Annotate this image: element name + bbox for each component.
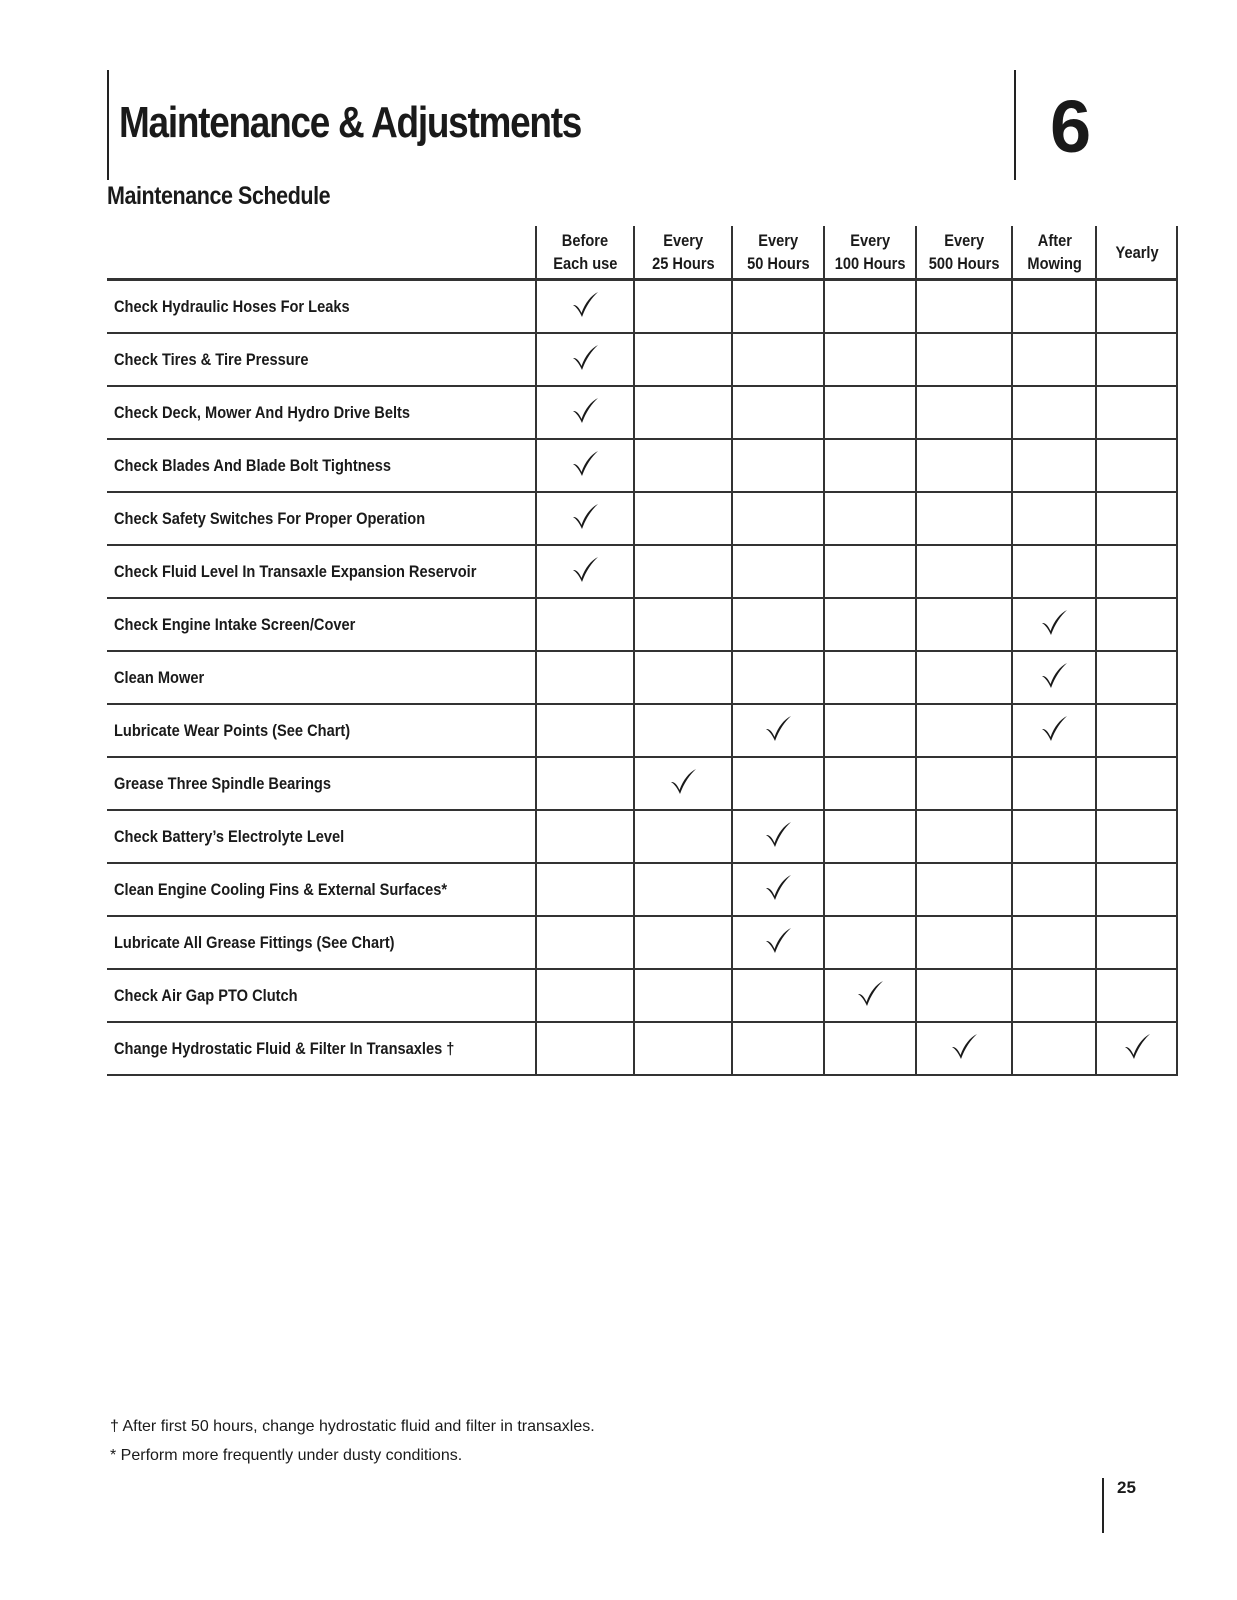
schedule-cell bbox=[916, 439, 1012, 492]
task-label: Lubricate Wear Points (See Chart) bbox=[107, 704, 536, 757]
schedule-cell bbox=[536, 545, 634, 598]
schedule-cell bbox=[1012, 704, 1096, 757]
table-row bbox=[107, 280, 1177, 334]
column-header-every-500-hours: Every 500 Hours bbox=[916, 226, 1012, 280]
schedule-cell bbox=[916, 333, 1012, 386]
table-row bbox=[107, 598, 1177, 651]
table-row bbox=[107, 439, 1177, 492]
schedule-cell bbox=[1096, 757, 1177, 810]
task-label: Check Fluid Level In Transaxle Expansion Reservoir bbox=[107, 545, 536, 598]
schedule-cell bbox=[824, 916, 916, 969]
checkmark-icon bbox=[1039, 607, 1069, 637]
schedule-cell bbox=[916, 598, 1012, 651]
schedule-cell bbox=[536, 969, 634, 1022]
checkmark-icon bbox=[1039, 660, 1069, 690]
schedule-cell bbox=[1096, 598, 1177, 651]
schedule-cell bbox=[824, 598, 916, 651]
schedule-cell bbox=[1012, 333, 1096, 386]
schedule-cell bbox=[1096, 545, 1177, 598]
schedule-cell bbox=[536, 492, 634, 545]
task-label: Clean Mower bbox=[107, 651, 536, 704]
schedule-cell bbox=[1012, 651, 1096, 704]
task-label: Grease Three Spindle Bearings bbox=[107, 757, 536, 810]
schedule-cell bbox=[732, 1022, 824, 1075]
schedule-cell bbox=[634, 598, 732, 651]
table-row bbox=[107, 492, 1177, 545]
schedule-cell bbox=[536, 810, 634, 863]
table-row bbox=[107, 651, 1177, 704]
schedule-cell bbox=[824, 492, 916, 545]
task-label: Change Hydrostatic Fluid & Filter In Transaxles † bbox=[107, 1022, 536, 1075]
schedule-cell bbox=[916, 810, 1012, 863]
schedule-cell bbox=[824, 810, 916, 863]
schedule-cell bbox=[916, 863, 1012, 916]
checkmark-icon bbox=[570, 395, 600, 425]
schedule-cell bbox=[1012, 439, 1096, 492]
schedule-cell bbox=[536, 916, 634, 969]
schedule-cell bbox=[732, 757, 824, 810]
column-header-yearly: Yearly bbox=[1096, 226, 1177, 280]
schedule-cell bbox=[1096, 704, 1177, 757]
schedule-cell bbox=[1012, 810, 1096, 863]
schedule-cell bbox=[634, 545, 732, 598]
schedule-cell bbox=[634, 386, 732, 439]
schedule-cell bbox=[824, 545, 916, 598]
schedule-cell bbox=[634, 492, 732, 545]
table-row bbox=[107, 704, 1177, 757]
chapter-divider-rule bbox=[1014, 70, 1016, 180]
schedule-cell bbox=[1096, 492, 1177, 545]
schedule-cell bbox=[634, 969, 732, 1022]
schedule-cell bbox=[1012, 916, 1096, 969]
checkmark-icon bbox=[763, 925, 793, 955]
schedule-cell bbox=[732, 651, 824, 704]
schedule-cell bbox=[916, 280, 1012, 334]
schedule-cell bbox=[1096, 651, 1177, 704]
schedule-cell bbox=[1012, 492, 1096, 545]
column-header-every-50-hours: Every 50 Hours bbox=[732, 226, 824, 280]
column-header-every-25-hours: Every 25 Hours bbox=[634, 226, 732, 280]
schedule-cell bbox=[1096, 439, 1177, 492]
checkmark-icon bbox=[570, 448, 600, 478]
schedule-cell bbox=[536, 386, 634, 439]
schedule-cell bbox=[824, 651, 916, 704]
table-row bbox=[107, 545, 1177, 598]
schedule-cell bbox=[1096, 863, 1177, 916]
task-label: Lubricate All Grease Fittings (See Chart) bbox=[107, 916, 536, 969]
schedule-cell bbox=[1012, 598, 1096, 651]
schedule-cell bbox=[916, 757, 1012, 810]
footnote-asterisk: * Perform more frequently under dusty conditions. bbox=[110, 1447, 463, 1464]
checkmark-icon bbox=[949, 1031, 979, 1061]
checkmark-icon bbox=[763, 713, 793, 743]
schedule-cell bbox=[536, 1022, 634, 1075]
schedule-cell bbox=[634, 810, 732, 863]
checkmark-icon bbox=[763, 872, 793, 902]
schedule-cell bbox=[634, 1022, 732, 1075]
table-row bbox=[107, 333, 1177, 386]
schedule-cell bbox=[634, 757, 732, 810]
schedule-cell bbox=[824, 969, 916, 1022]
task-label: Check Blades And Blade Bolt Tightness bbox=[107, 439, 536, 492]
schedule-cell bbox=[824, 757, 916, 810]
schedule-cell bbox=[634, 651, 732, 704]
task-label: Check Battery’s Electrolyte Level bbox=[107, 810, 536, 863]
schedule-cell bbox=[634, 439, 732, 492]
schedule-cell bbox=[1012, 386, 1096, 439]
page-title: Maintenance & Adjustments bbox=[119, 98, 582, 147]
table-body bbox=[107, 280, 1177, 1076]
checkmark-icon bbox=[1039, 713, 1069, 743]
schedule-cell bbox=[536, 598, 634, 651]
schedule-cell bbox=[634, 333, 732, 386]
task-label: Clean Engine Cooling Fins & External Surfaces* bbox=[107, 863, 536, 916]
schedule-cell bbox=[732, 916, 824, 969]
schedule-cell bbox=[1096, 1022, 1177, 1075]
schedule-cell bbox=[1096, 280, 1177, 334]
schedule-cell bbox=[1096, 386, 1177, 439]
maintenance-schedule-table bbox=[107, 226, 1178, 1076]
schedule-cell bbox=[536, 704, 634, 757]
schedule-cell bbox=[634, 280, 732, 334]
schedule-cell bbox=[1096, 810, 1177, 863]
schedule-cell bbox=[536, 280, 634, 334]
checkmark-icon bbox=[668, 766, 698, 796]
task-label: Check Engine Intake Screen/Cover bbox=[107, 598, 536, 651]
column-header-every-100-hours: Every 100 Hours bbox=[824, 226, 916, 280]
schedule-cell bbox=[1012, 1022, 1096, 1075]
table-row bbox=[107, 386, 1177, 439]
checkmark-icon bbox=[570, 554, 600, 584]
schedule-cell bbox=[732, 386, 824, 439]
checkmark-icon bbox=[570, 342, 600, 372]
schedule-cell bbox=[916, 969, 1012, 1022]
schedule-cell bbox=[824, 333, 916, 386]
table-row bbox=[107, 916, 1177, 969]
task-label: Check Hydraulic Hoses For Leaks bbox=[107, 280, 536, 334]
schedule-cell bbox=[1012, 280, 1096, 334]
section-title: Maintenance Schedule bbox=[107, 182, 331, 210]
schedule-cell bbox=[824, 1022, 916, 1075]
column-header-after-mowing: After Mowing bbox=[1012, 226, 1096, 280]
table-header-row bbox=[107, 226, 1177, 280]
schedule-cell bbox=[732, 333, 824, 386]
schedule-cell bbox=[916, 545, 1012, 598]
schedule-cell bbox=[536, 651, 634, 704]
schedule-cell bbox=[1096, 969, 1177, 1022]
schedule-cell bbox=[732, 545, 824, 598]
task-label: Check Safety Switches For Proper Operation bbox=[107, 492, 536, 545]
schedule-cell bbox=[732, 969, 824, 1022]
schedule-cell bbox=[824, 280, 916, 334]
schedule-cell bbox=[1096, 333, 1177, 386]
table-row bbox=[107, 863, 1177, 916]
table-row bbox=[107, 810, 1177, 863]
schedule-cell bbox=[732, 439, 824, 492]
schedule-cell bbox=[732, 863, 824, 916]
schedule-cell bbox=[1012, 757, 1096, 810]
table-row bbox=[107, 1022, 1177, 1075]
schedule-cell bbox=[1096, 916, 1177, 969]
task-label: Check Deck, Mower And Hydro Drive Belts bbox=[107, 386, 536, 439]
schedule-cell bbox=[916, 916, 1012, 969]
chapter-number: 6 bbox=[1050, 85, 1092, 168]
schedule-cell bbox=[1012, 545, 1096, 598]
table-row bbox=[107, 757, 1177, 810]
schedule-cell bbox=[916, 492, 1012, 545]
schedule-cell bbox=[916, 1022, 1012, 1075]
checkmark-icon bbox=[1122, 1031, 1152, 1061]
header-left-rule bbox=[107, 70, 109, 180]
page-number-rule bbox=[1102, 1478, 1104, 1533]
schedule-cell bbox=[732, 598, 824, 651]
schedule-cell bbox=[536, 863, 634, 916]
page-number: 25 bbox=[1117, 1478, 1136, 1497]
schedule-cell bbox=[824, 704, 916, 757]
checkmark-icon bbox=[570, 289, 600, 319]
schedule-cell bbox=[634, 704, 732, 757]
checkmark-icon bbox=[763, 819, 793, 849]
checkmark-icon bbox=[855, 978, 885, 1008]
task-label: Check Tires & Tire Pressure bbox=[107, 333, 536, 386]
column-header-before-each-use: Before Each use bbox=[536, 226, 634, 280]
task-label: Check Air Gap PTO Clutch bbox=[107, 969, 536, 1022]
schedule-cell bbox=[916, 704, 1012, 757]
checkmark-icon bbox=[570, 501, 600, 531]
schedule-cell bbox=[732, 704, 824, 757]
footnote-dagger: † After first 50 hours, change hydrostatic fluid and filter in transaxles. bbox=[110, 1418, 595, 1435]
schedule-cell bbox=[732, 810, 824, 863]
schedule-cell bbox=[1012, 863, 1096, 916]
schedule-cell bbox=[732, 280, 824, 334]
table-row bbox=[107, 969, 1177, 1022]
schedule-cell bbox=[824, 439, 916, 492]
schedule-cell bbox=[536, 333, 634, 386]
schedule-cell bbox=[916, 651, 1012, 704]
schedule-cell bbox=[536, 439, 634, 492]
schedule-cell bbox=[824, 386, 916, 439]
schedule-cell bbox=[732, 492, 824, 545]
schedule-cell bbox=[916, 386, 1012, 439]
task-column-header bbox=[107, 226, 536, 280]
schedule-cell bbox=[634, 916, 732, 969]
schedule-cell bbox=[1012, 969, 1096, 1022]
schedule-cell bbox=[536, 757, 634, 810]
schedule-cell bbox=[824, 863, 916, 916]
schedule-cell bbox=[634, 863, 732, 916]
